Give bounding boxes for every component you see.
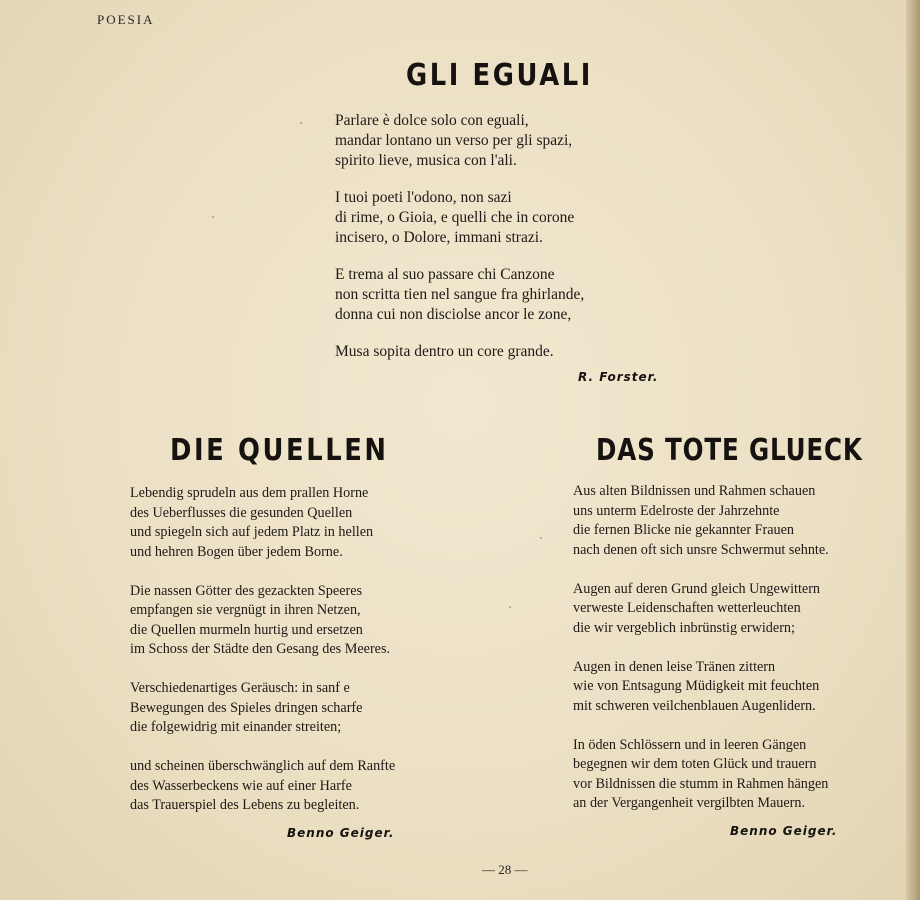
poem-line: vor Bildnissen die stumm in Rahmen hängen [573,775,829,792]
poem-line: E trema al suo passare chi Canzone [335,266,555,283]
poem-title-die-quellen: DIE QUELLEN [170,433,389,468]
poem-line: Lebendig sprudeln aus dem prallen Horne [130,485,369,501]
poem-line: Bewegungen des Spieles dringen scharfe [130,699,363,716]
paper-speck [212,216,214,218]
poem-line: des Ueberflusses die gesunden Quellen [130,504,353,521]
author-signature: R. Forster. [578,370,659,384]
stanza-break [335,248,584,265]
author-signature: Benno Geiger. [730,824,838,838]
poem-line: incisero, o Dolore, immani strazi. [335,229,543,246]
poem-line: Augen auf deren Grund gleich Ungewittern [573,580,821,597]
stanza-break [130,660,395,680]
poem-line: verweste Leidenschaften wetterleuchten [573,600,801,616]
poem-title-das-tote-glueck: DAS TOTE GLUECK [596,433,863,468]
section-label: POESIA [97,12,155,27]
poem-line: Parlare è dolce solo con eguali, [335,112,529,129]
poem-line: und scheinen überschwänglich auf dem Ranfte [130,758,396,774]
page-edge [906,0,920,900]
paper-speck [300,122,302,124]
poem-line: im Schoss der Städte den Gesang des Meeres. [130,641,391,657]
poem-line: spirito lieve, musica con l'ali. [335,152,517,169]
stanza-break [130,738,395,758]
poem-das-tote-glueck [573,482,829,814]
poem-line: uns unterm Edelroste der Jahrzehnte [573,502,780,519]
stanza-break [573,638,829,658]
poem-line: Musa sopita dentro un core grande. [335,343,554,360]
poem-line: di rime, o Gioia, e quelli che in corone [335,209,575,226]
poem-line: donna cui non disciolse ancor le zone, [335,306,572,323]
poem-line: die fernen Blicke nie gekannter Frauen [573,522,794,538]
poem-line: und spiegeln sich auf jedem Platz in hellen [130,524,374,540]
poem-die-quellen [130,484,395,816]
poem-line: Verschiedenartiges Geräusch: in sanf e [130,680,350,696]
poem-gli-eguali [335,111,584,362]
poem-line: das Trauerspiel des Lebens zu begleiten. [130,797,360,813]
poem-line: begegnen wir dem toten Glück und trauern [573,756,817,772]
stanza-break [130,562,395,582]
author-signature: Benno Geiger. [287,826,395,840]
poem-line: nach denen oft sich unsre Schwermut sehnte. [573,541,829,558]
stanza-break [335,171,584,188]
poem-line: non scritta tien nel sangue fra ghirlande, [335,286,585,303]
poem-line: mit schweren veilchenblauen Augenlidern. [573,697,816,714]
page-number: — 28 — [482,862,528,877]
poem-line: die folgewidrig mit einander streiten; [130,719,342,735]
poem-line: I tuoi poeti l'odono, non sazi [335,189,512,206]
poem-line: die wir vergeblich inbrünstig erwidern; [573,619,795,636]
poem-line: an der Vergangenheit vergilbten Mauern. [573,795,806,811]
stanza-break [335,325,584,342]
stanza-break [573,716,829,736]
poem-line: und hehren Bogen über jedem Borne. [130,543,343,560]
paper-speck [509,606,511,608]
poem-title-gli-eguali: GLI EGUALI [406,58,593,93]
poem-line: Augen in denen leise Tränen zittern [573,658,776,675]
poem-line: des Wasserbeckens wie auf einer Harfe [130,777,352,794]
poem-line: die Quellen murmeln hurtig und ersetzen [130,621,363,638]
stanza-break [573,560,829,580]
poem-line: In öden Schlössern und in leeren Gängen [573,736,807,753]
poem-line: wie von Entsagung Müdigkeit mit feuchten [573,678,820,694]
paper-speck [540,537,542,539]
poem-line: Die nassen Götter des gezackten Speeres [130,582,363,599]
poem-line: empfangen sie vergnügt in ihren Netzen, [130,602,361,618]
poem-line: Aus alten Bildnissen und Rahmen schauen [573,483,816,499]
poem-line: mandar lontano un verso per gli spazi, [335,132,573,149]
